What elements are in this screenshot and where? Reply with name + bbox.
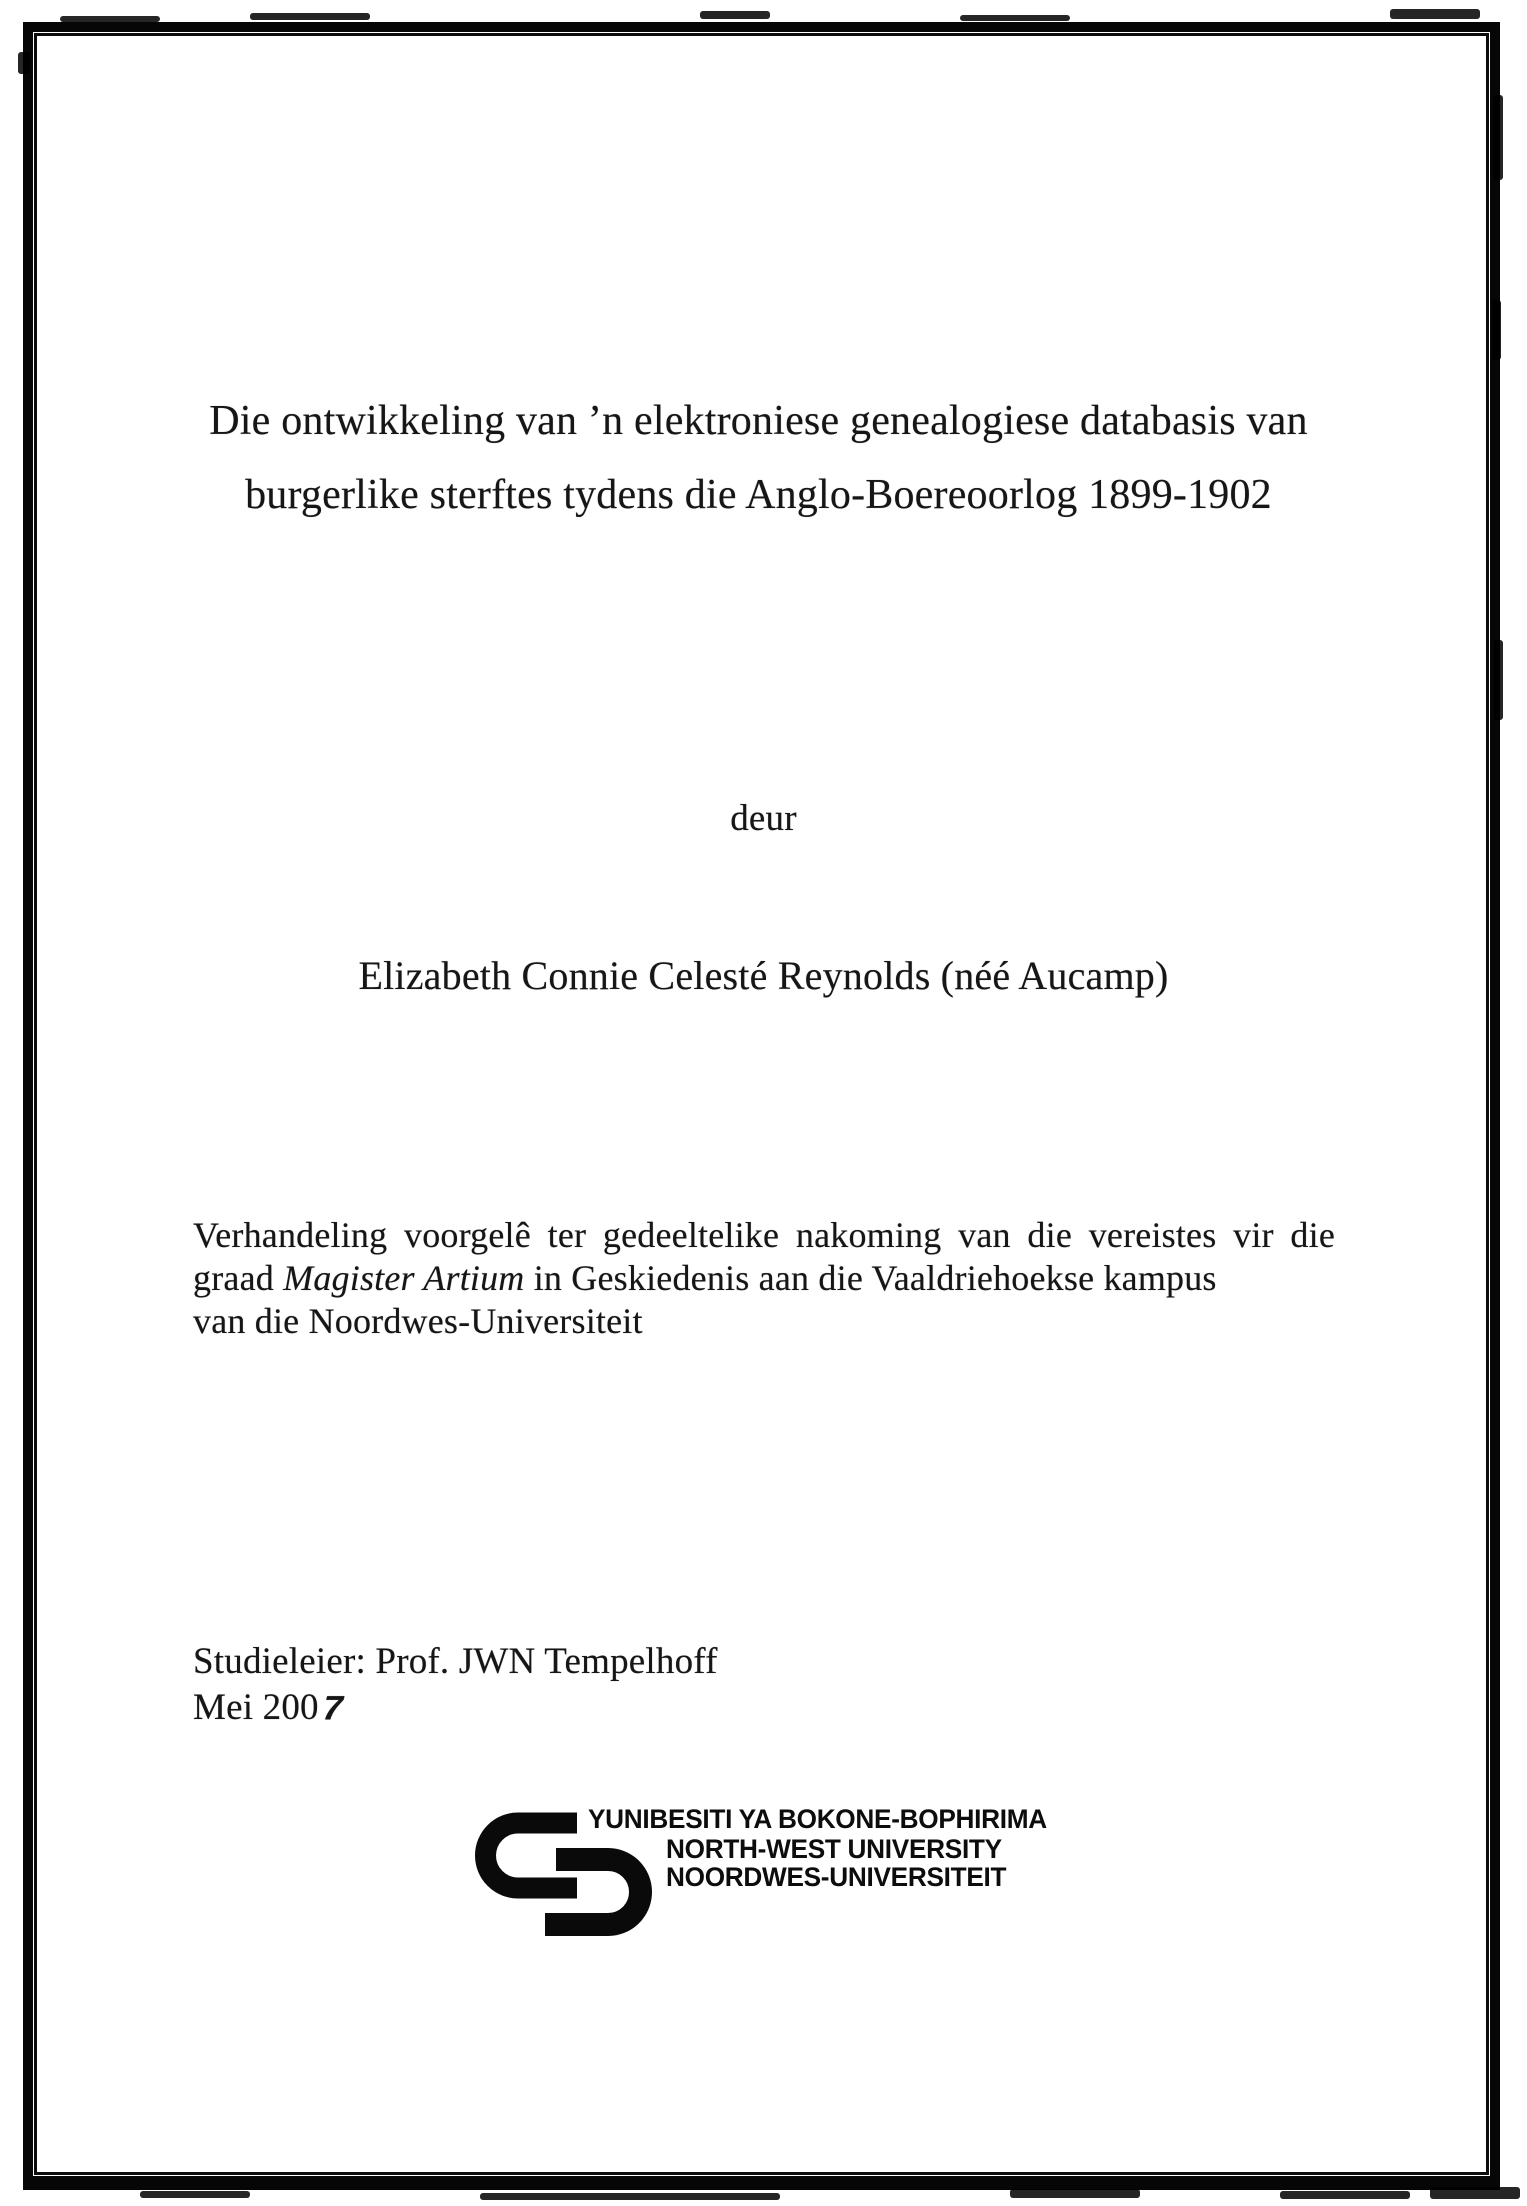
- scan-artifact: [480, 2193, 780, 2200]
- degree-line2-prefix: graad: [193, 1258, 284, 1298]
- scan-artifact: [1010, 2189, 1140, 2198]
- date-final-digit: 7: [317, 1688, 348, 1727]
- degree-line2-suffix: in Geskiedenis aan die Vaaldriehoekse kampus: [524, 1258, 1217, 1298]
- supervisor-line: Studieleier: Prof. JWN Tempelhoff: [193, 1641, 718, 1682]
- logo-line-english: NORTH-WEST UNIVERSITY: [666, 1834, 1002, 1864]
- author-name: Elizabeth Connie Celesté Reynolds (néé Aucamp): [358, 953, 1169, 998]
- scan-artifact: [18, 52, 30, 74]
- scan-artifact: [960, 15, 1070, 21]
- degree-statement: [193, 1214, 1335, 1343]
- supervisor-block: [193, 1639, 718, 1730]
- scan-artifact: [140, 2191, 250, 2198]
- degree-name-italic: Magister Artium: [283, 1258, 525, 1298]
- date-prefix: Mei 200: [193, 1687, 319, 1728]
- logo-line-afrikaans: NOORDWES-UNIVERSITEIT: [666, 1862, 1007, 1892]
- thesis-title: [140, 384, 1377, 532]
- degree-statement-line2: [193, 1257, 1335, 1300]
- scan-artifact: [1390, 9, 1480, 19]
- date-line: [193, 1684, 718, 1730]
- thesis-title-line2: burgerlike sterftes tydens die Anglo-Boereoorlog 1899-1902: [245, 472, 1272, 518]
- byline-deur: deur: [730, 798, 797, 839]
- scan-artifact: [1492, 300, 1501, 360]
- thesis-title-line1: Die ontwikkeling van ’n elektroniese genealogiese databasis van: [209, 398, 1308, 444]
- scan-artifact: [60, 16, 160, 22]
- scan-artifact: [1430, 2187, 1520, 2199]
- scan-artifact: [1280, 2191, 1410, 2199]
- logo-line-setswana: YUNIBESITI YA BOKONE-BOPHIRIMA: [588, 1804, 1047, 1834]
- scan-artifact: [700, 11, 770, 19]
- scan-artifact: [250, 13, 370, 20]
- scan-artifact: [1493, 95, 1503, 180]
- degree-statement-line1: Verhandeling voorgelê ter gedeeltelike nakoming van die vereistes vir die: [193, 1215, 1335, 1255]
- scan-artifact: [1494, 640, 1503, 720]
- degree-statement-line3: van die Noordwes-Universiteit: [193, 1301, 643, 1341]
